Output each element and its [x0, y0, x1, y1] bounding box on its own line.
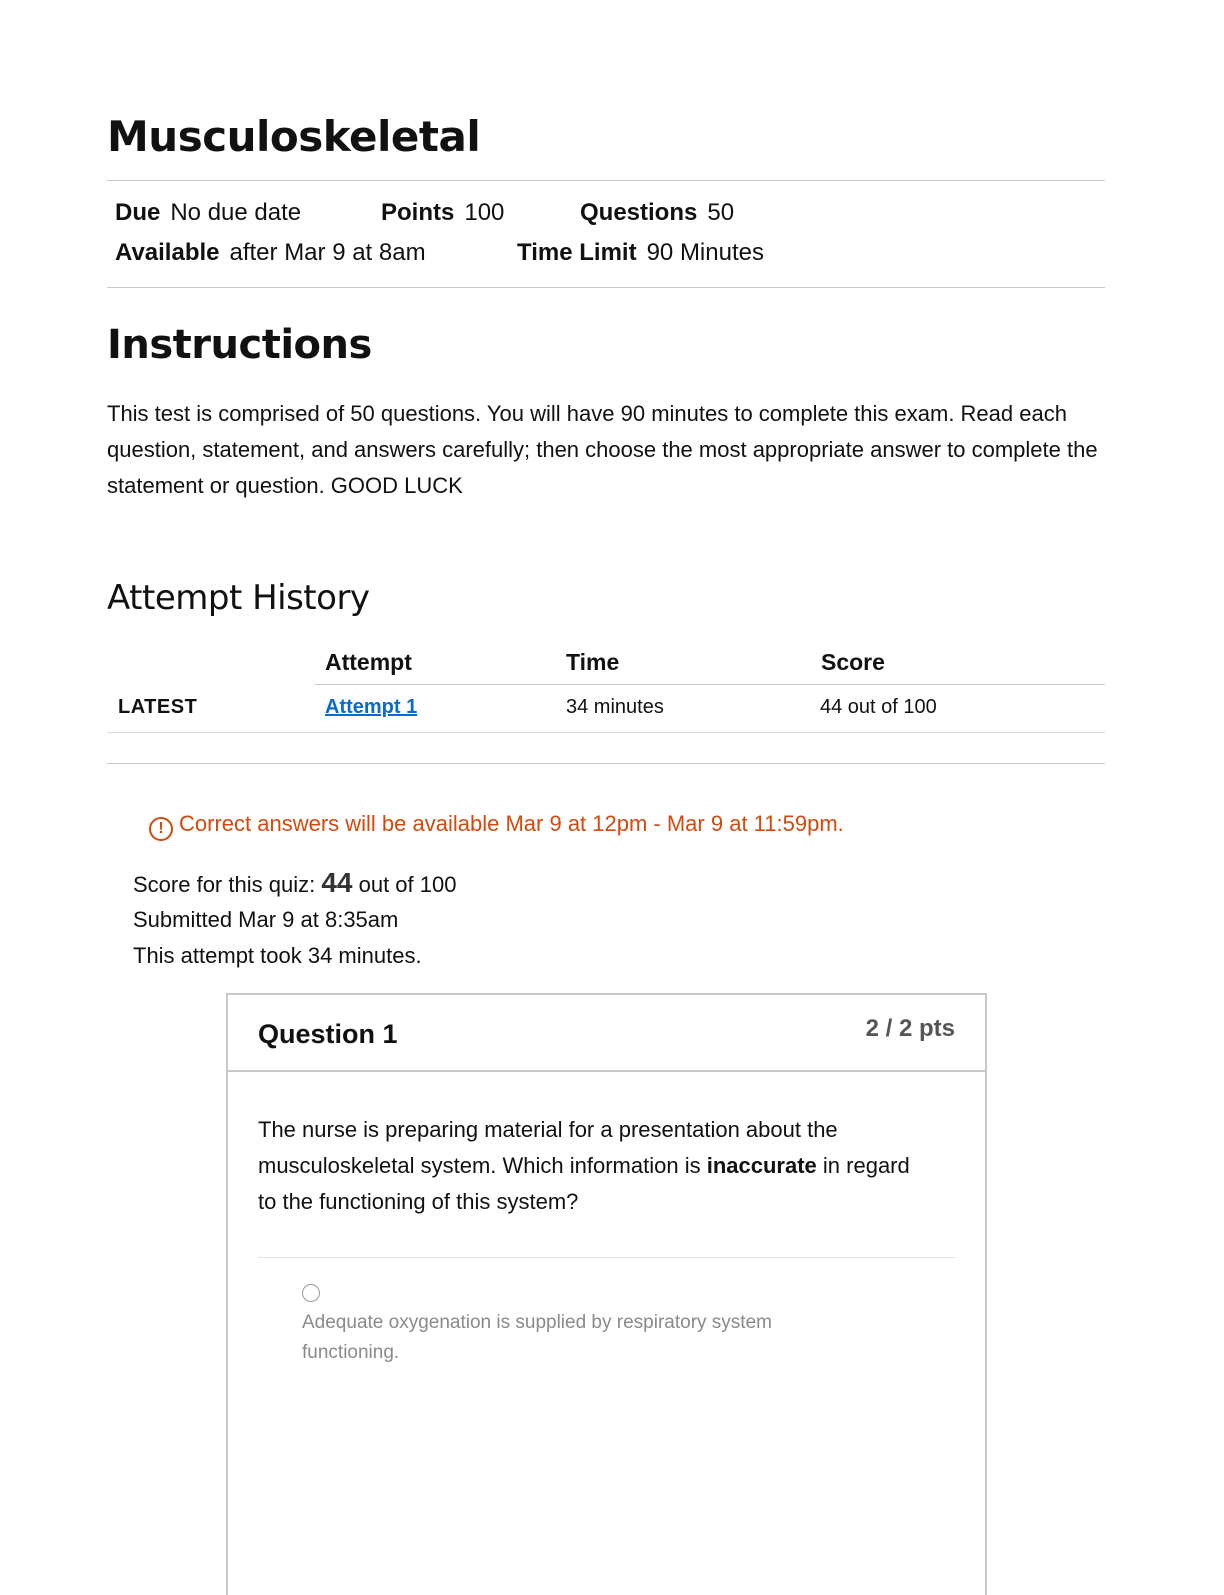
points-detail: Points 100	[381, 199, 505, 226]
instructions-heading: Instructions	[107, 322, 372, 368]
time-limit-detail: Time Limit 90 Minutes	[517, 239, 764, 266]
due-detail: Due No due date	[115, 199, 302, 226]
alert-circle-icon: !	[149, 817, 173, 841]
quiz-score: Score for this quiz: 44 out of 100	[133, 867, 457, 898]
attempt-1-link[interactable]: Attempt 1	[325, 696, 418, 718]
question-header	[228, 995, 985, 1072]
attempt-time: 34 minutes	[566, 696, 664, 718]
attempt-history-heading: Attempt History	[107, 578, 370, 618]
answer-radio[interactable]	[302, 1284, 320, 1302]
divider	[107, 732, 1105, 733]
answer-option[interactable]: Adequate oxygenation is supplied by respiratory system functioning.	[302, 1312, 772, 1363]
answers-availability-notice: ! Correct answers will be available Mar 9 at 12pm - Mar 9 at 11:59pm.	[149, 811, 844, 841]
submitted-time: Submitted Mar 9 at 8:35am	[133, 907, 399, 932]
question-points: 2 / 2 pts	[865, 1015, 955, 1042]
latest-badge: LATEST	[118, 696, 198, 718]
question-card	[226, 993, 987, 1595]
divider	[107, 180, 1105, 181]
page-title: Musculoskeletal	[107, 112, 481, 161]
available-detail: Available after Mar 9 at 8am	[115, 239, 426, 266]
score-value: 44	[321, 867, 353, 898]
column-header-time: Time	[566, 649, 620, 675]
question-text: The nurse is preparing material for a presentation about the musculoskeletal system. Which information is inaccurate in regard to the functioning of this system?	[258, 1117, 910, 1214]
instructions-text: This test is comprised of 50 questions. You will have 90 minutes to complete this exam. Read each question, statement, and answers carefully; then choose the most appropriate answer to complete the statement or question. GOOD LUCK	[107, 401, 1098, 498]
question-title: Question 1	[258, 1019, 398, 1049]
table-header-divider	[315, 684, 1105, 685]
attempt-duration: This attempt took 34 minutes.	[133, 943, 422, 968]
divider	[258, 1257, 956, 1258]
column-header-attempt: Attempt	[325, 649, 412, 675]
attempt-score: 44 out of 100	[820, 696, 937, 718]
column-header-score: Score	[821, 649, 885, 675]
divider	[107, 287, 1105, 288]
divider	[107, 763, 1105, 764]
questions-detail: Questions 50	[580, 199, 735, 226]
